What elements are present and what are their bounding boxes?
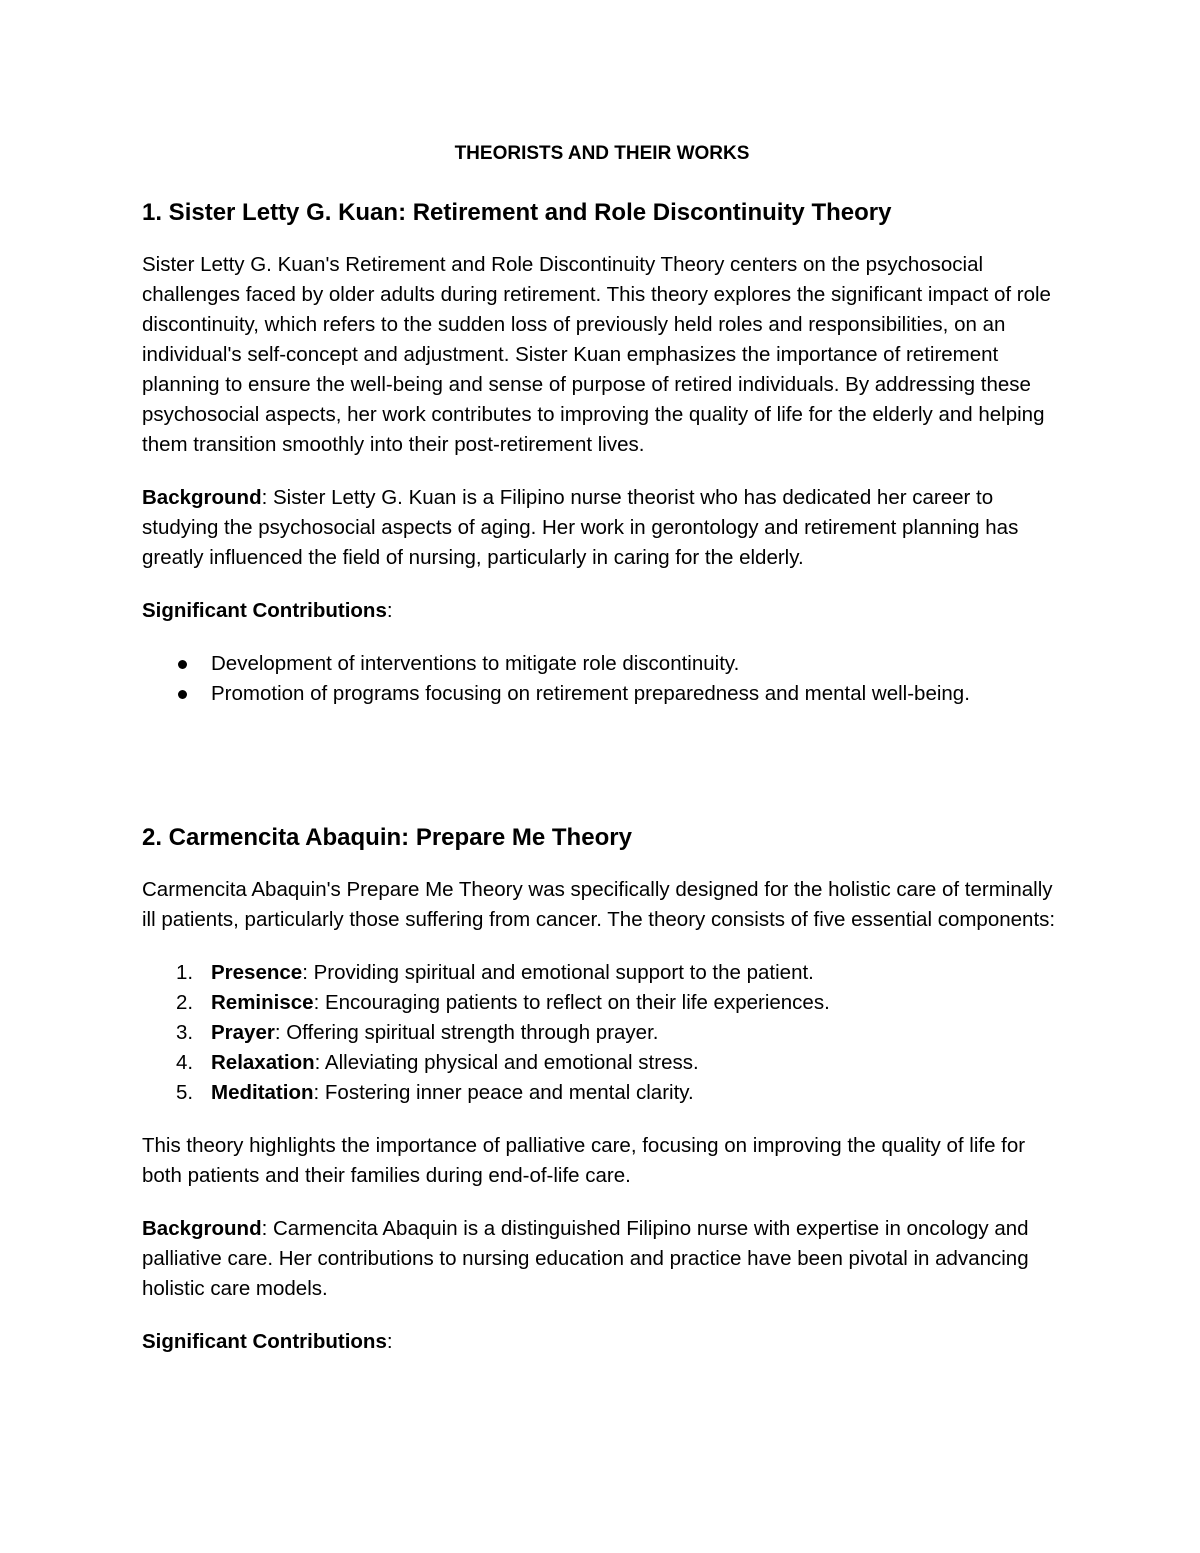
section-kuan: [142, 196, 1062, 709]
component-term: Meditation: [211, 1081, 314, 1104]
bullet-icon: [178, 660, 187, 669]
kuan-background-label: Background: [142, 486, 262, 509]
abaquin-background-text: : Carmencita Abaquin is a distinguished Filipino nurse with expertise in oncology and palliative care. Her contributions to nursing education and practice have been pivotal in advancing holistic care models.: [142, 1217, 1029, 1300]
abaquin-summary-paragraph: This theory highlights the importance of palliative care, focusing on improving the quality of life for both patients and their families during end-of-life care.: [142, 1134, 1026, 1187]
component-term: Prayer: [211, 1021, 275, 1044]
document-title: THEORISTS AND THEIR WORKS: [454, 143, 750, 164]
list-item: [142, 679, 1062, 709]
kuan-contributions-list: [142, 649, 1062, 709]
list-item: [142, 649, 1062, 679]
section-heading-kuan: 1. Sister Letty G. Kuan: Retirement and Role Discontinuity Theory: [142, 199, 892, 226]
kuan-contributions-heading: [142, 596, 1062, 626]
section-heading-abaquin: 2. Carmencita Abaquin: Prepare Me Theory: [142, 824, 632, 851]
abaquin-contributions-heading: [142, 1327, 1062, 1357]
component-term: Relaxation: [211, 1051, 315, 1074]
component-term: Reminisce: [211, 991, 314, 1014]
list-number: 2.: [176, 991, 194, 1014]
list-number: 1.: [176, 961, 194, 984]
list-item: [142, 1048, 1062, 1078]
abaquin-intro-paragraph: Carmencita Abaquin's Prepare Me Theory was specifically designed for the holistic care of terminally ill patients, particularly those suffering from cancer. The theory consists of five essential components:: [142, 878, 1056, 931]
abaquin-background-paragraph: [142, 1214, 1062, 1304]
kuan-intro-paragraph: Sister Letty G. Kuan's Retirement and Role Discontinuity Theory centers on the psychosocial challenges faced by older adults during retirement. This theory explores the significant impact of role discontinuity, which refers to the sudden loss of previously held roles and responsibilities, on an individual's self-concept and adjustment. Sister Kuan emphasizes the importance of retirement planning to ensure the well-being and sense of purpose of retired individuals. By addressing these psychosocial aspects, her work contributes to improving the quality of life for the elderly and helping them transition smoothly into their post-retirement lives.: [142, 253, 1051, 456]
list-item-text: Development of interventions to mitigate role discontinuity.: [211, 652, 740, 675]
component-desc: : Encouraging patients to reflect on their life experiences.: [313, 991, 830, 1014]
list-item: [142, 1018, 1062, 1048]
section-abaquin: [142, 821, 1062, 1357]
list-item: [142, 988, 1062, 1018]
component-desc: : Alleviating physical and emotional stress.: [314, 1051, 699, 1074]
component-desc: : Fostering inner peace and mental clarity.: [313, 1081, 694, 1104]
abaquin-background-label: Background: [142, 1217, 262, 1240]
list-number: 5.: [176, 1081, 194, 1104]
kuan-background-paragraph: [142, 483, 1062, 573]
bullet-icon: [178, 690, 187, 699]
abaquin-contributions-label: Significant Contributions: [142, 1330, 387, 1353]
component-term: Presence: [211, 961, 303, 984]
list-number: 3.: [176, 1021, 194, 1044]
component-desc: : Providing spiritual and emotional support to the patient.: [302, 961, 814, 984]
component-desc: : Offering spiritual strength through prayer.: [274, 1021, 659, 1044]
list-item: [142, 958, 1062, 988]
abaquin-components-list: [142, 958, 1062, 1108]
list-item-text: Promotion of programs focusing on retirement preparedness and mental well-being.: [211, 682, 970, 705]
abaquin-contributions-colon: :: [386, 1330, 393, 1353]
list-item: [142, 1078, 1062, 1108]
kuan-contributions-label: Significant Contributions: [142, 599, 387, 622]
kuan-background-text: : Sister Letty G. Kuan is a Filipino nurse theorist who has dedicated her career to studying the psychosocial aspects of aging. Her work in gerontology and retirement planning has greatly influenced the field of nursing, particularly in caring for the elderly.: [142, 486, 1019, 569]
list-number: 4.: [176, 1051, 194, 1074]
kuan-contributions-colon: :: [386, 599, 393, 622]
